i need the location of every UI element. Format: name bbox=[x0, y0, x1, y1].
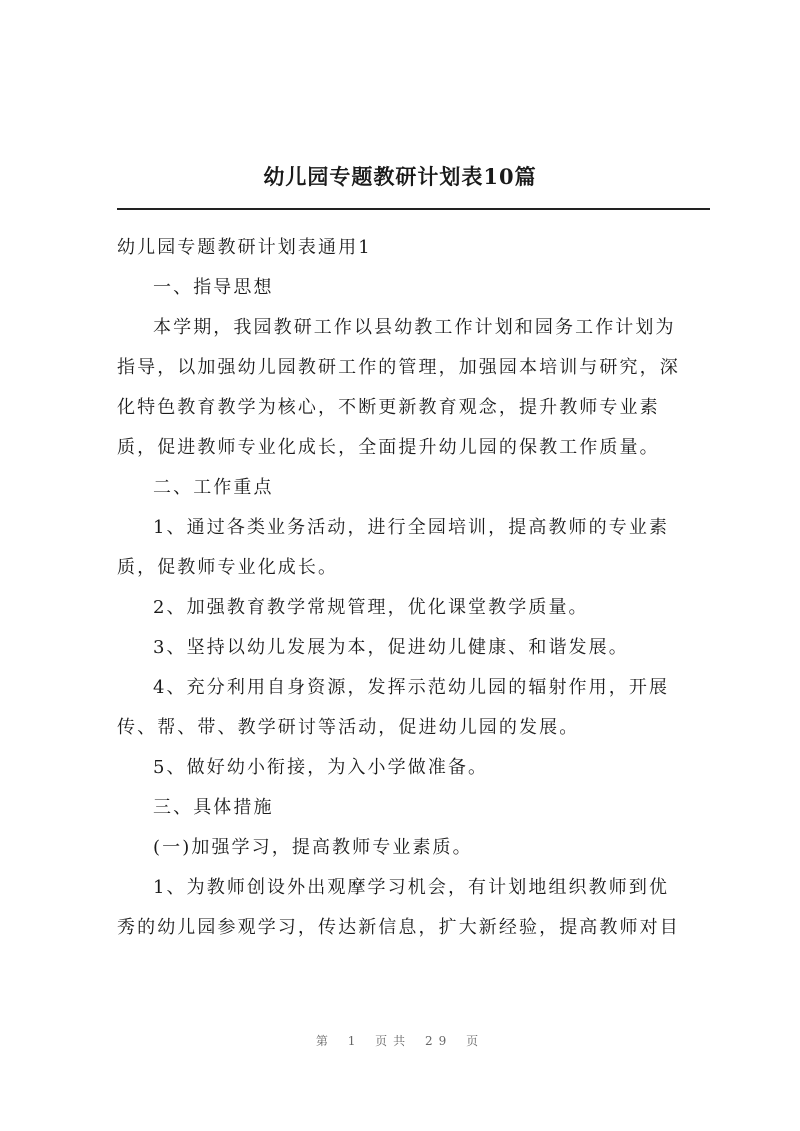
footer-total-pages: 29 bbox=[425, 1034, 453, 1048]
text-line: 质，促进教师专业化成长，全面提升幼儿园的保教工作质量。 bbox=[117, 437, 660, 458]
text-line: 传、帮、带、教学研讨等活动，促进幼儿园的发展。 bbox=[117, 717, 580, 738]
text-line: 一、指导思想 bbox=[153, 277, 274, 298]
page-footer bbox=[0, 1032, 800, 1049]
footer-middle: 页共 bbox=[375, 1034, 412, 1048]
text-line: 指导，以加强幼儿园教研工作的管理，加强园本培训与研究，深 bbox=[117, 357, 680, 378]
text-line: 4、充分利用自身资源，发挥示范幼儿园的辐射作用，开展 bbox=[153, 677, 670, 698]
text-line: 2、加强教育教学常规管理，优化课堂教学质量。 bbox=[153, 597, 589, 618]
text-line: 幼儿园专题教研计划表通用1 bbox=[117, 237, 372, 258]
text-line: 二、工作重点 bbox=[153, 477, 274, 498]
text-line: 化特色教育教学为核心，不断更新教育观念，提升教师专业素 bbox=[117, 397, 660, 418]
title-divider bbox=[117, 208, 710, 210]
document-body bbox=[117, 228, 710, 948]
text-line: 3、坚持以幼儿发展为本，促进幼儿健康、和谐发展。 bbox=[153, 637, 629, 658]
text-line: 三、具体措施 bbox=[153, 797, 274, 818]
text-line: 质，促教师专业化成长。 bbox=[117, 557, 339, 578]
text-line: (一)加强学习，提高教师专业素质。 bbox=[153, 837, 473, 858]
text-line: 1、通过各类业务活动，进行全园培训，提高教师的专业素 bbox=[153, 517, 670, 538]
text-line: 5、做好幼小衔接，为入小学做准备。 bbox=[153, 757, 489, 778]
footer-prefix: 第 bbox=[315, 1034, 334, 1048]
footer-suffix: 页 bbox=[466, 1034, 485, 1048]
text-line: 1、为教师创设外出观摩学习机会，有计划地组织教师到优 bbox=[153, 877, 670, 898]
footer-page-number: 1 bbox=[347, 1034, 362, 1048]
document-title: 幼儿园专题教研计划表10篇 bbox=[263, 164, 537, 189]
text-line: 本学期，我园教研工作以县幼教工作计划和园务工作计划为 bbox=[153, 317, 676, 338]
text-line: 秀的幼儿园参观学习，传达新信息，扩大新经验，提高教师对目 bbox=[117, 917, 680, 938]
